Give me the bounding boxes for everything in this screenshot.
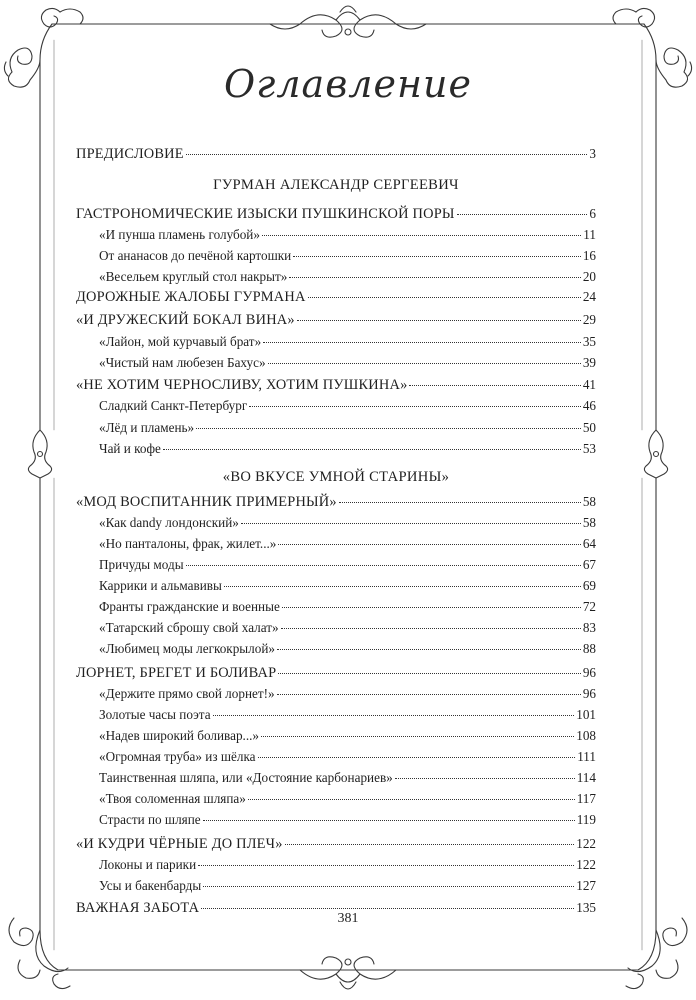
toc-subentry[interactable] <box>76 535 596 553</box>
section-heading-text: ГУРМАН АЛЕКСАНДР СЕРГЕЕВИЧ <box>213 177 459 193</box>
leader-dots <box>258 757 576 758</box>
toc-entry-title: Усы и бакенбарды <box>99 878 202 893</box>
toc-entry-title: «И КУДРИ ЧЁРНЫЕ ДО ПЛЕЧ» <box>76 836 283 852</box>
toc-entry-title: Каррики и альмавивы <box>99 578 222 593</box>
leader-dots <box>262 235 581 236</box>
leader-dots <box>263 342 581 343</box>
toc-subentry[interactable] <box>76 440 596 458</box>
toc-subentry[interactable] <box>76 769 596 787</box>
leader-dots <box>277 649 581 650</box>
toc-entry-title: «Держите прямо свой лорнет!» <box>99 686 275 701</box>
leader-dots <box>203 886 574 887</box>
toc-entry-page: 88 <box>582 641 596 656</box>
toc-entry-title: «Огромная труба» из шёлка <box>99 749 256 764</box>
toc-entry-page: 6 <box>589 206 596 221</box>
toc-subentry[interactable] <box>76 640 596 658</box>
toc-subentry[interactable] <box>76 226 596 244</box>
leader-dots <box>224 586 581 587</box>
page-title: Оглавление <box>223 62 472 106</box>
toc-entry-page: 16 <box>582 248 596 263</box>
toc-subentry[interactable] <box>76 577 596 595</box>
leader-dots <box>297 320 581 321</box>
page-number: 381 <box>337 911 359 926</box>
toc-entry-page: 135 <box>576 900 596 915</box>
leader-dots <box>289 277 580 278</box>
toc-entry-title: «Татарский сброшу свой халат» <box>99 620 279 635</box>
leader-dots <box>457 214 588 215</box>
leader-dots <box>261 736 574 737</box>
leader-dots <box>395 778 575 779</box>
toc-subentry[interactable] <box>76 856 596 874</box>
toc-entry-page: 64 <box>582 536 596 551</box>
leader-dots <box>278 544 580 545</box>
toc-entry[interactable] <box>76 664 596 682</box>
section-heading <box>76 468 596 486</box>
toc-entry-page: 101 <box>576 707 596 722</box>
toc-subentry[interactable] <box>76 748 596 766</box>
toc-entry-title: «И пунша пламень голубой» <box>99 227 260 242</box>
toc-entry-page: 114 <box>576 770 596 785</box>
leader-dots <box>213 715 575 716</box>
section-heading-text: «ВО ВКУСЕ УМНОЙ СТАРИНЫ» <box>222 469 450 485</box>
toc-entry-title: ГАСТРОНОМИЧЕСКИЕ ИЗЫСКИ ПУШКИНСКОЙ ПОРЫ <box>76 206 455 222</box>
leader-dots <box>278 673 581 674</box>
leader-dots <box>163 449 581 450</box>
leader-dots <box>409 385 580 386</box>
leader-dots <box>248 799 575 800</box>
toc-entry-page: 69 <box>582 578 596 593</box>
toc-entry[interactable] <box>76 205 596 223</box>
toc-subentry[interactable] <box>76 790 596 808</box>
toc-entry-title: Таинственная шляпа, или «Достояние карбонариев» <box>99 770 393 785</box>
toc-entry-page: 53 <box>582 441 596 456</box>
toc-entry-title: Причуды моды <box>99 557 184 572</box>
toc-entry-title: «Чистый нам любезен Бахус» <box>99 355 266 370</box>
toc-entry-page: 96 <box>582 665 596 680</box>
toc-subentry[interactable] <box>76 598 596 616</box>
toc-subentry[interactable] <box>76 619 596 637</box>
toc-subentry[interactable] <box>76 397 596 415</box>
leader-dots <box>196 428 581 429</box>
toc-subentry[interactable] <box>76 333 596 351</box>
toc-entry-page: 58 <box>582 494 596 509</box>
side-ornament-right <box>644 430 667 478</box>
toc-entry-page: 72 <box>582 599 596 614</box>
toc-entry-title: «Но панталоны, фрак, жилет...» <box>99 536 277 551</box>
toc-subentry[interactable] <box>76 268 596 286</box>
toc-entry-title: «Весельем круглый стол накрыт» <box>99 269 288 284</box>
toc-entry-title: Локоны и парики <box>99 857 197 872</box>
toc-entry-title: От ананасов до печёной картошки <box>99 248 292 263</box>
toc-entry-page: 39 <box>582 355 596 370</box>
toc-entry[interactable] <box>76 288 596 306</box>
leader-dots <box>186 154 588 155</box>
toc-entry-page: 58 <box>582 515 596 530</box>
toc-entry-title: Сладкий Санкт-Петербург <box>99 398 248 413</box>
toc-entry[interactable] <box>76 145 596 163</box>
side-ornament-left <box>28 430 51 478</box>
toc-entry-page: 46 <box>582 398 596 413</box>
toc-entry-page: 127 <box>576 878 596 893</box>
toc-entry-page: 122 <box>576 836 596 851</box>
leader-dots <box>293 256 581 257</box>
toc-subentry[interactable] <box>76 877 596 895</box>
leader-dots <box>308 297 581 298</box>
toc-entry-title: Золотые часы поэта <box>99 707 211 722</box>
toc-entry-page: 20 <box>582 269 596 284</box>
leader-dots <box>203 820 575 821</box>
section-heading <box>76 176 596 194</box>
toc-subentry[interactable] <box>76 727 596 745</box>
toc-subentry[interactable] <box>76 247 596 265</box>
toc-entry-title: ПРЕДИСЛОВИЕ <box>76 146 184 162</box>
toc-subentry[interactable] <box>76 706 596 724</box>
toc-entry-title: Франты гражданские и военные <box>99 599 280 614</box>
toc-entry-page: 83 <box>582 620 596 635</box>
toc-entry-title: Страсти по шляпе <box>99 812 201 827</box>
leader-dots <box>201 908 574 909</box>
toc-entry-page: 67 <box>582 557 596 572</box>
toc-entry-page: 122 <box>576 857 596 872</box>
toc-entry-page: 11 <box>583 227 596 242</box>
toc-entry-title: «И ДРУЖЕСКИЙ БОКАЛ ВИНА» <box>76 312 295 328</box>
leader-dots <box>198 865 574 866</box>
toc-entry-page: 3 <box>589 146 596 161</box>
toc-subentry[interactable] <box>76 514 596 532</box>
bottom-ornament <box>300 957 396 989</box>
toc-entry[interactable] <box>76 376 596 394</box>
toc-entry-title: «Как dandy лондонский» <box>99 515 239 530</box>
toc-entry-page: 96 <box>582 686 596 701</box>
toc-entry-title: «Лёд и пламень» <box>99 420 195 435</box>
toc-entry-title: ЛОРНЕТ, БРЕГЕТ И БОЛИВАР <box>76 665 277 681</box>
toc-entry[interactable] <box>76 493 596 511</box>
toc-entry-page: 35 <box>582 334 596 349</box>
toc-entry-title: «НЕ ХОТИМ ЧЕРНОСЛИВУ, ХОТИМ ПУШКИНА» <box>76 377 408 393</box>
toc-entry-page: 117 <box>576 791 596 806</box>
toc-entry-title: «Лайон, мой курчавый брат» <box>99 334 262 349</box>
leader-dots <box>281 628 581 629</box>
toc-entry-title: «Твоя соломенная шляпа» <box>99 791 246 806</box>
toc-entry-page: 24 <box>582 289 596 304</box>
toc-entry-page: 108 <box>576 728 596 743</box>
toc-subentry[interactable] <box>76 811 596 829</box>
leader-dots <box>282 607 581 608</box>
toc-entry-page: 111 <box>577 749 596 764</box>
toc-subentry[interactable] <box>76 354 596 372</box>
toc-entry-page: 29 <box>582 312 596 327</box>
leader-dots <box>241 523 581 524</box>
leader-dots <box>285 844 575 845</box>
toc-entry-title: ДОРОЖНЫЕ ЖАЛОБЫ ГУРМАНА <box>76 289 306 305</box>
leader-dots <box>277 694 581 695</box>
toc-entry[interactable] <box>76 311 596 329</box>
toc-entry-title: «МОД ВОСПИТАННИК ПРИМЕРНЫЙ» <box>76 494 337 510</box>
toc-entry-title: «Надев широкий боливар...» <box>99 728 260 743</box>
top-ornament <box>270 6 426 37</box>
leader-dots <box>249 406 581 407</box>
toc-entry-title: ВАЖНАЯ ЗАБОТА <box>76 900 200 916</box>
leader-dots <box>339 502 581 503</box>
toc-subentry[interactable] <box>76 685 596 703</box>
toc-entry-page: 41 <box>582 377 596 392</box>
toc-subentry[interactable] <box>76 556 596 574</box>
leader-dots <box>268 363 581 364</box>
toc-subentry[interactable] <box>76 419 596 437</box>
toc-entry-page: 119 <box>576 812 596 827</box>
toc-entry-page: 50 <box>582 420 596 435</box>
toc-entry-title: «Любимец моды легкокрылой» <box>99 641 275 656</box>
toc-entry-title: Чай и кофе <box>99 441 161 456</box>
toc-entry[interactable] <box>76 835 596 853</box>
leader-dots <box>186 565 581 566</box>
